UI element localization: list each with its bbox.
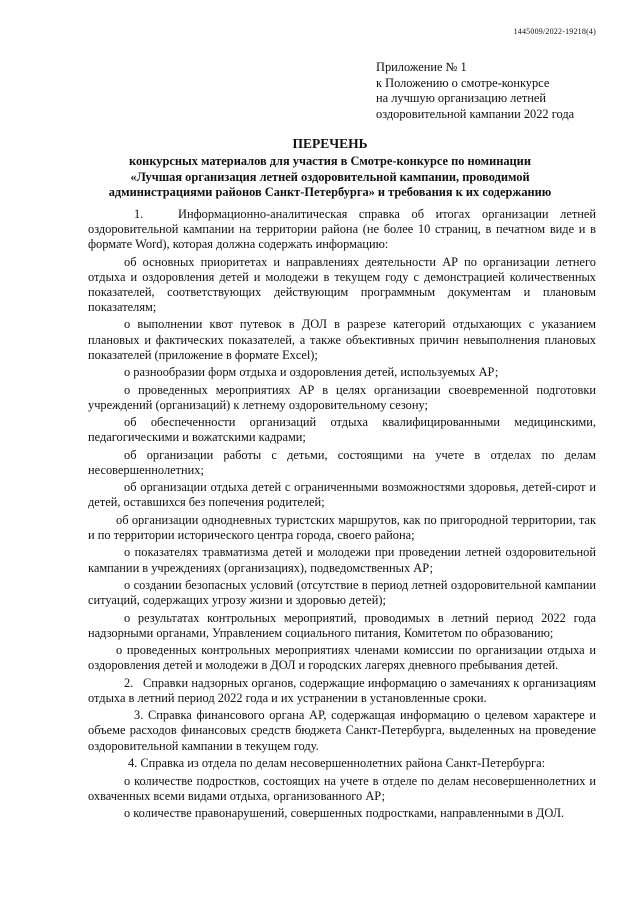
paragraph: о создании безопасных условий (отсутствие в период летней оздоровительной кампании ситуаций, содержащих угрозу жизни и здоровью детей); (88, 578, 596, 608)
paragraph: об организации отдыха детей с ограниченными возможностями здоровья, детей-сирот и детей, оставшихся без попечения родителей; (88, 480, 596, 510)
paragraph: о количестве подростков, состоящих на учете в отделе по делам несовершеннолетних и охваченных всеми видами отдыха, организованного АР; (88, 773, 596, 803)
document-title: ПЕРЕЧЕНЬ (292, 136, 368, 151)
document-body (88, 207, 596, 821)
paragraph-item-2: 2. Справки надзорных органов, содержащие информацию о замечаниях к организациям отдыха в летний период 2022 года и их устранении в установленные сроки. (88, 675, 596, 705)
document-title-block (70, 136, 590, 201)
paragraph: о проведенных мероприятиях АР в целях организации своевременной подготовки учреждений (организаций) к летнему оздоровительному сезону; (88, 382, 596, 412)
appendix-line: к Положению о смотре-конкурсе (376, 75, 550, 90)
paragraph: о проведенных контрольных мероприятиях членами комиссии по организации отдыха и оздоровления детей и молодежи в ДОЛ и городских лагерях дневного пребывания детей. (88, 643, 596, 673)
paragraph: об обеспеченности организаций отдыха квалифицированными медицинскими, педагогическими и вожатскими кадрами; (88, 415, 596, 445)
paragraph: об основных приоритетах и направлениях деятельности АР по организации летнего отдыха и оздоровления детей и молодежи в текущем году с демонстрацией количественных показателей, соответствующих действующим программным документам и плановым показателям; (88, 254, 596, 314)
paragraph-item-3: 3. Справка финансового органа АР, содержащая информацию о целевом характере и объеме расходов финансовых средств бюджета Санкт-Петербурга, выделенных на проведение оздоровительной кампании в текущем году. (88, 708, 596, 753)
appendix-line: оздоровительной кампании 2022 года (376, 106, 575, 121)
appendix-block (376, 60, 606, 122)
paragraph: о результатах контрольных мероприятий, проводимых в летний период 2022 года надзорными органами, Управлением социального питания, Комитетом по образованию; (88, 610, 596, 640)
paragraph-item-1: 1. Информационно-аналитическая справка об итогах организации летней оздоровительной кампании на территории района (не более 10 страниц, в печатном виде и в формате Word), которая должна содержать информацию: (88, 207, 596, 252)
paragraph: о разнообразии форм отдыха и оздоровления детей, используемых АР; (124, 365, 499, 380)
appendix-line: Приложение № 1 (376, 60, 467, 74)
document-number: 1445009/2022-19218(4) (513, 27, 596, 36)
paragraph: об организации однодневных туристских маршрутов, как по пригородной территории, так и по территории исторического центра города, своего района; (88, 512, 596, 542)
paragraph: о количестве правонарушений, совершенных подростками, направленными в ДОЛ. (124, 806, 565, 821)
document-subtitle-line: конкурсных материалов для участия в Смотре-конкурсе по номинации (129, 154, 531, 168)
document-subtitle-line: администрациями районов Санкт-Петербурга» и требования к их содержанию (108, 185, 552, 199)
paragraph-item-4: 4. Справка из отдела по делам несовершеннолетних района Санкт-Петербурга: (128, 756, 546, 771)
appendix-line: на лучшую организацию летней (376, 91, 547, 105)
document-subtitle-line: «Лучшая организация летней оздоровительной кампании, проводимой (130, 169, 530, 184)
paragraph: о выполнении квот путевок в ДОЛ в разрезе категорий отдыхающих с указанием плановых и фактических показателей, а также объективных причин невыполнения плановых показателей (приложение в формате Excel); (88, 317, 596, 362)
paragraph: о показателях травматизма детей и молодежи при проведении летней оздоровительной кампании в учреждениях (организациях), подведомственных АР; (88, 545, 596, 575)
paragraph: об организации работы с детьми, состоящими на учете в отделах по делам несовершеннолетних; (88, 447, 596, 477)
